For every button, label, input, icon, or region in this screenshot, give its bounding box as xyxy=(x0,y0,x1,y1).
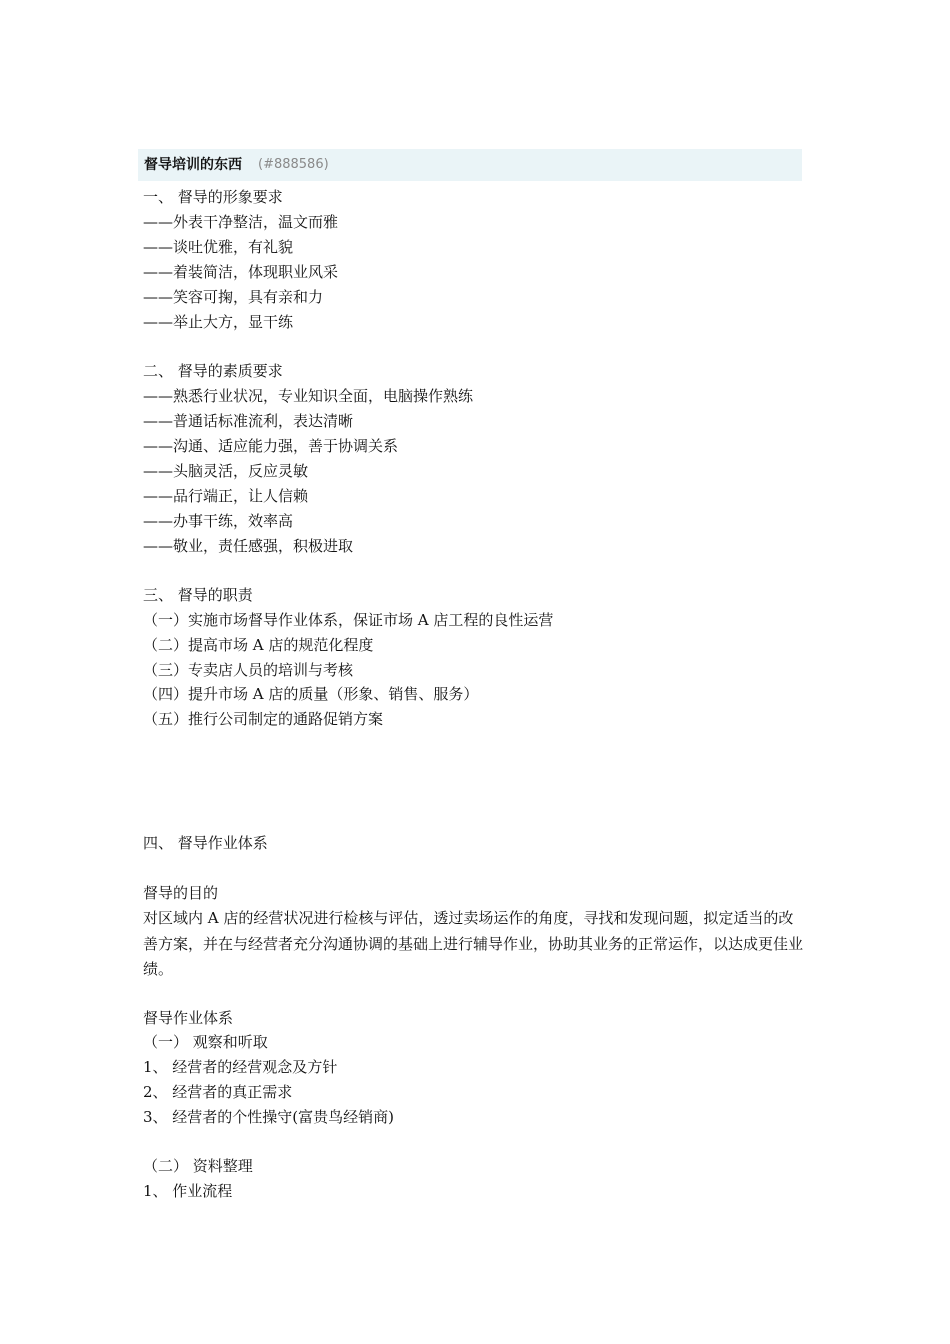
document-title: 督导培训的东西 xyxy=(144,157,242,173)
document-id-tag: (#888586) xyxy=(258,157,329,172)
system-title: 督导作业体系 xyxy=(143,1009,234,1027)
list-item: ——敬业，责任感强，积极进取 xyxy=(143,537,354,555)
section-heading: 二、 督导的素质要求 xyxy=(143,362,283,380)
list-item: 1、 经营者的经营观念及方针 xyxy=(143,1058,338,1076)
list-item: ——品行端正，让人信赖 xyxy=(143,487,309,505)
list-item: （二）提高市场 A 店的规范化程度 xyxy=(143,636,374,654)
list-item: ——笑容可掬，具有亲和力 xyxy=(143,288,324,306)
list-item: （三）专卖店人员的培训与考核 xyxy=(143,661,354,679)
list-item: （四）提升市场 A 店的质量（形象、销售、服务） xyxy=(143,685,479,703)
purpose-title: 督导的目的 xyxy=(143,884,219,902)
list-item: ——沟通、适应能力强，善于协调关系 xyxy=(143,437,399,455)
list-item: 3、 经营者的个性操守(富贵鸟经销商) xyxy=(143,1108,395,1126)
purpose-paragraph: 对区域内 A 店的经营状况进行检核与评估，透过卖场运作的角度，寻找和发现问题，拟定适当的改善方案，并在与经营者充分沟通协调的基础上进行辅导作业，协助其业务的正常运作，以达成更佳业绩。 xyxy=(143,909,804,978)
list-item: ——外表干净整洁，温文而雅 xyxy=(143,213,339,231)
section-heading: 一、 督导的形象要求 xyxy=(143,188,283,206)
section-heading: 三、 督导的职责 xyxy=(143,586,253,604)
section-heading: 四、 督导作业体系 xyxy=(143,834,268,852)
list-item: ——熟悉行业状况，专业知识全面，电脑操作熟练 xyxy=(143,387,474,405)
list-item: ——普通话标准流利，表达清晰 xyxy=(143,412,354,430)
list-item: ——谈吐优雅，有礼貌 xyxy=(143,238,294,256)
subsection-heading: （一） 观察和听取 xyxy=(143,1033,268,1051)
list-item: 1、 作业流程 xyxy=(143,1182,233,1200)
list-item: ——举止大方，显干练 xyxy=(143,313,294,331)
document-title-bar xyxy=(138,149,802,181)
list-item: （一）实施市场督导作业体系，保证市场 A 店工程的良性运营 xyxy=(143,611,554,629)
list-item: ——头脑灵活，反应灵敏 xyxy=(143,462,309,480)
list-item: ——着装简洁，体现职业风采 xyxy=(143,263,339,281)
list-item: 2、 经营者的真正需求 xyxy=(143,1083,293,1101)
list-item: （五）推行公司制定的通路促销方案 xyxy=(143,710,384,728)
list-item: ——办事干练，效率高 xyxy=(143,512,294,530)
subsection-heading: （二） 资料整理 xyxy=(143,1157,253,1175)
